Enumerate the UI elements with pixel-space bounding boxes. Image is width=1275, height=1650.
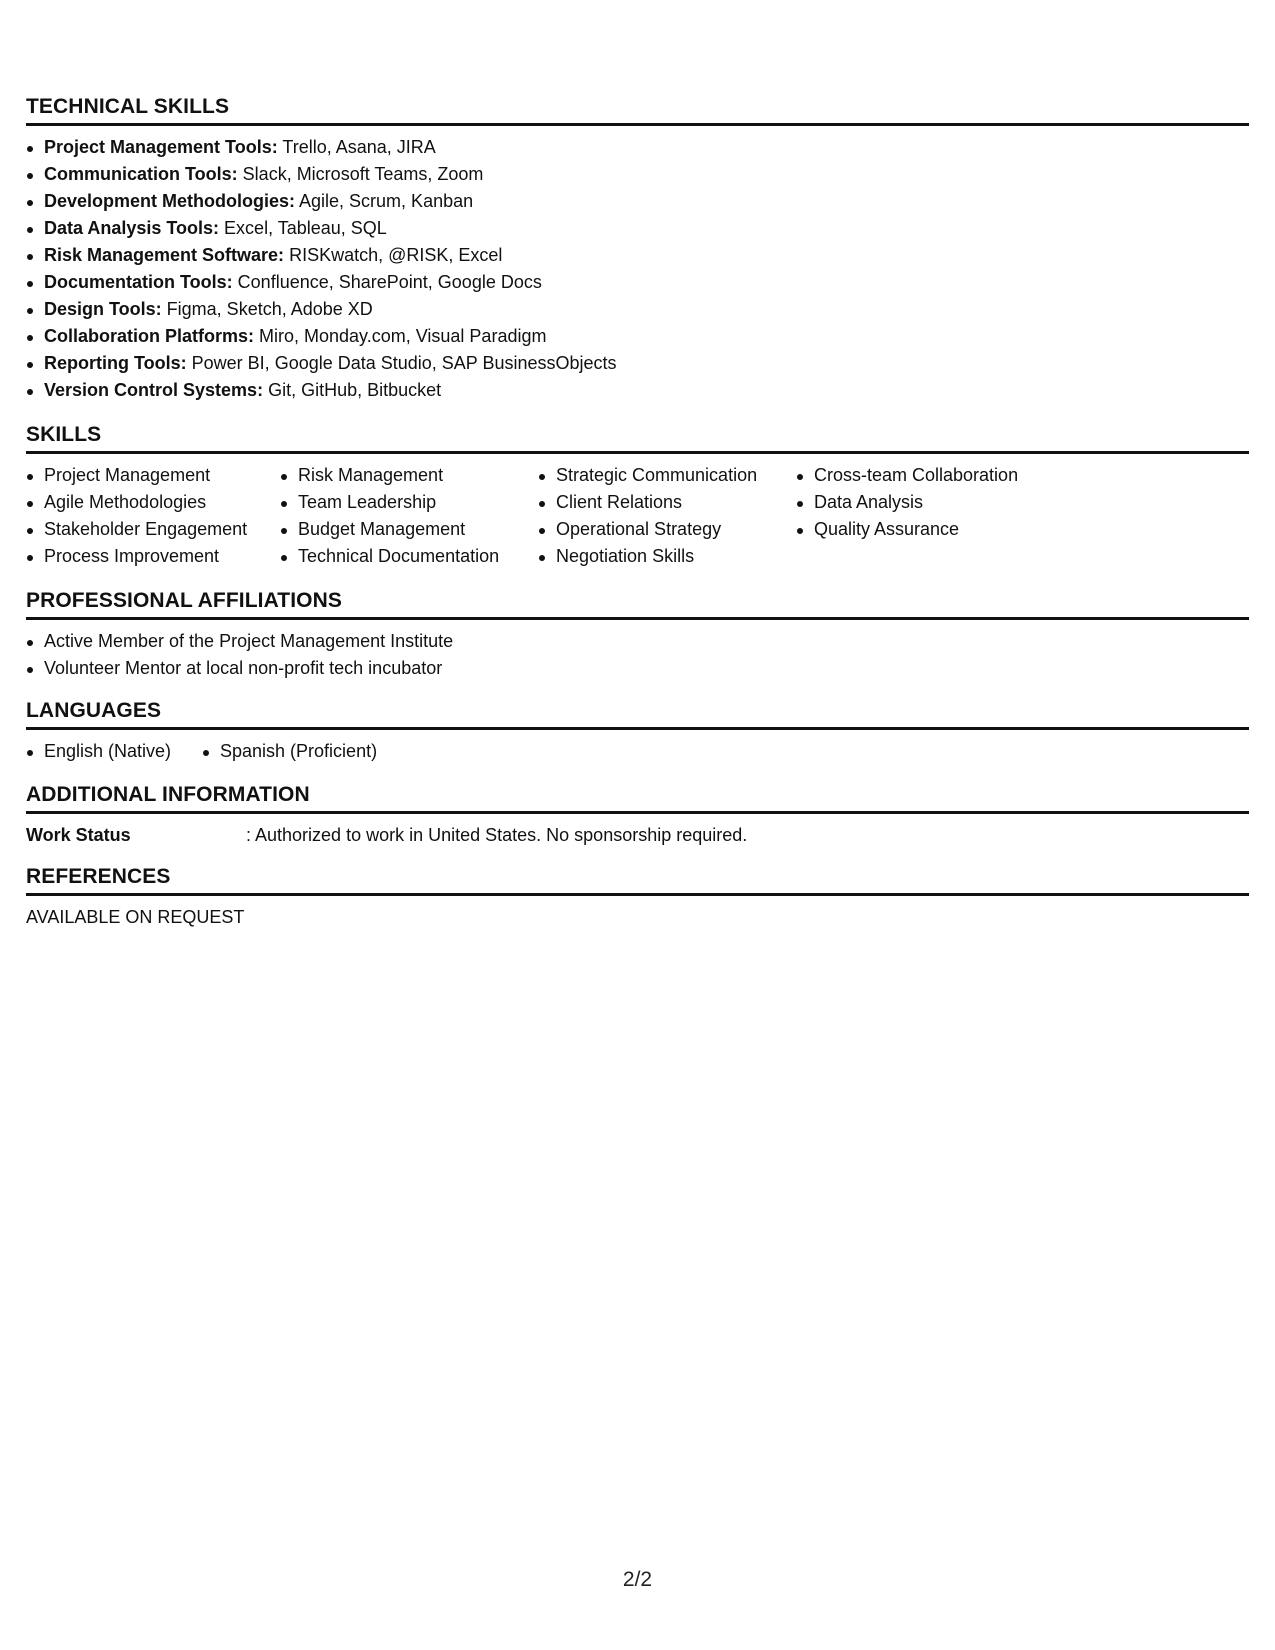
list-item bbox=[26, 134, 1249, 161]
work-status-label: Work Status bbox=[26, 825, 131, 845]
list-item: Team Leadership bbox=[280, 489, 499, 516]
list-item bbox=[26, 188, 1249, 215]
skill-category-value: Miro, Monday.com, Visual Paradigm bbox=[254, 326, 547, 346]
list-item: Process Improvement bbox=[26, 543, 247, 570]
skills-column-3 bbox=[538, 462, 757, 570]
skill-category-value: Agile, Scrum, Kanban bbox=[295, 191, 474, 211]
skill-category-label: Documentation Tools: bbox=[44, 272, 233, 292]
skill-category-label: Communication Tools: bbox=[44, 164, 238, 184]
list-item bbox=[26, 323, 1249, 350]
list-item: Agile Methodologies bbox=[26, 489, 247, 516]
list-item bbox=[26, 350, 1249, 377]
list-item: Technical Documentation bbox=[280, 543, 499, 570]
references-section bbox=[26, 864, 1249, 931]
technical-skills-section bbox=[26, 94, 1249, 404]
list-item bbox=[26, 242, 1249, 269]
skill-category-label: Design Tools: bbox=[44, 299, 162, 319]
skills-column-4 bbox=[796, 462, 1018, 543]
list-item: English (Native) bbox=[26, 738, 171, 765]
skill-category-label: Risk Management Software: bbox=[44, 245, 285, 265]
technical-skills-heading: TECHNICAL SKILLS bbox=[26, 94, 1249, 126]
languages-section bbox=[26, 698, 1249, 768]
skills-section bbox=[26, 422, 1249, 572]
skill-category-label: Data Analysis Tools: bbox=[44, 218, 220, 238]
skill-category-value: Figma, Sketch, Adobe XD bbox=[161, 299, 373, 319]
list-item: Cross-team Collaboration bbox=[796, 462, 1018, 489]
list-item: Negotiation Skills bbox=[538, 543, 757, 570]
skill-category-label: Reporting Tools: bbox=[44, 353, 187, 373]
skills-grid bbox=[26, 462, 1249, 572]
skill-category-label: Development Methodologies: bbox=[44, 191, 296, 211]
skill-category-value: RISKwatch, @RISK, Excel bbox=[284, 245, 503, 265]
skill-category-value: Excel, Tableau, SQL bbox=[219, 218, 387, 238]
skill-category-label: Project Management Tools: bbox=[44, 137, 278, 157]
skill-category-label: Collaboration Platforms: bbox=[44, 326, 255, 346]
list-item bbox=[26, 161, 1249, 188]
skill-category-value: Slack, Microsoft Teams, Zoom bbox=[237, 164, 484, 184]
skills-column-1 bbox=[26, 462, 247, 570]
list-item bbox=[26, 215, 1249, 242]
affiliations-section bbox=[26, 588, 1249, 682]
skill-category-label: Version Control Systems: bbox=[44, 380, 264, 400]
skill-category-value: Git, GitHub, Bitbucket bbox=[263, 380, 442, 400]
additional-info-section bbox=[26, 782, 1249, 849]
list-item: Stakeholder Engagement bbox=[26, 516, 247, 543]
skill-category-value: Confluence, SharePoint, Google Docs bbox=[232, 272, 542, 292]
skills-column-2 bbox=[280, 462, 499, 570]
references-heading: REFERENCES bbox=[26, 864, 1249, 896]
affiliations-heading: PROFESSIONAL AFFILIATIONS bbox=[26, 588, 1249, 620]
list-item: Spanish (Proficient) bbox=[202, 738, 377, 765]
list-item: Strategic Communication bbox=[538, 462, 757, 489]
list-item: Operational Strategy bbox=[538, 516, 757, 543]
affiliations-list bbox=[26, 628, 1249, 682]
list-item: Active Member of the Project Management Institute bbox=[26, 628, 1249, 655]
list-item bbox=[26, 377, 1249, 404]
languages-heading: LANGUAGES bbox=[26, 698, 1249, 730]
list-item: Data Analysis bbox=[796, 489, 1018, 516]
list-item bbox=[26, 269, 1249, 296]
work-status-row bbox=[26, 822, 1249, 849]
list-item bbox=[26, 296, 1249, 323]
skill-category-value: Trello, Asana, JIRA bbox=[277, 137, 436, 157]
skill-category-value: Power BI, Google Data Studio, SAP BusinessObjects bbox=[186, 353, 617, 373]
languages-list bbox=[26, 738, 1249, 768]
list-item: Quality Assurance bbox=[796, 516, 1018, 543]
list-item: Risk Management bbox=[280, 462, 499, 489]
page-number: 2/2 bbox=[622, 1568, 653, 1591]
list-item: Volunteer Mentor at local non-profit tech incubator bbox=[26, 655, 1249, 682]
skills-heading: SKILLS bbox=[26, 422, 1249, 454]
work-status-value: : Authorized to work in United States. No sponsorship required. bbox=[246, 825, 748, 845]
references-text: AVAILABLE ON REQUEST bbox=[26, 907, 245, 927]
technical-skills-list bbox=[26, 134, 1249, 404]
list-item: Budget Management bbox=[280, 516, 499, 543]
list-item: Client Relations bbox=[538, 489, 757, 516]
list-item: Project Management bbox=[26, 462, 247, 489]
additional-info-heading: ADDITIONAL INFORMATION bbox=[26, 782, 1249, 814]
